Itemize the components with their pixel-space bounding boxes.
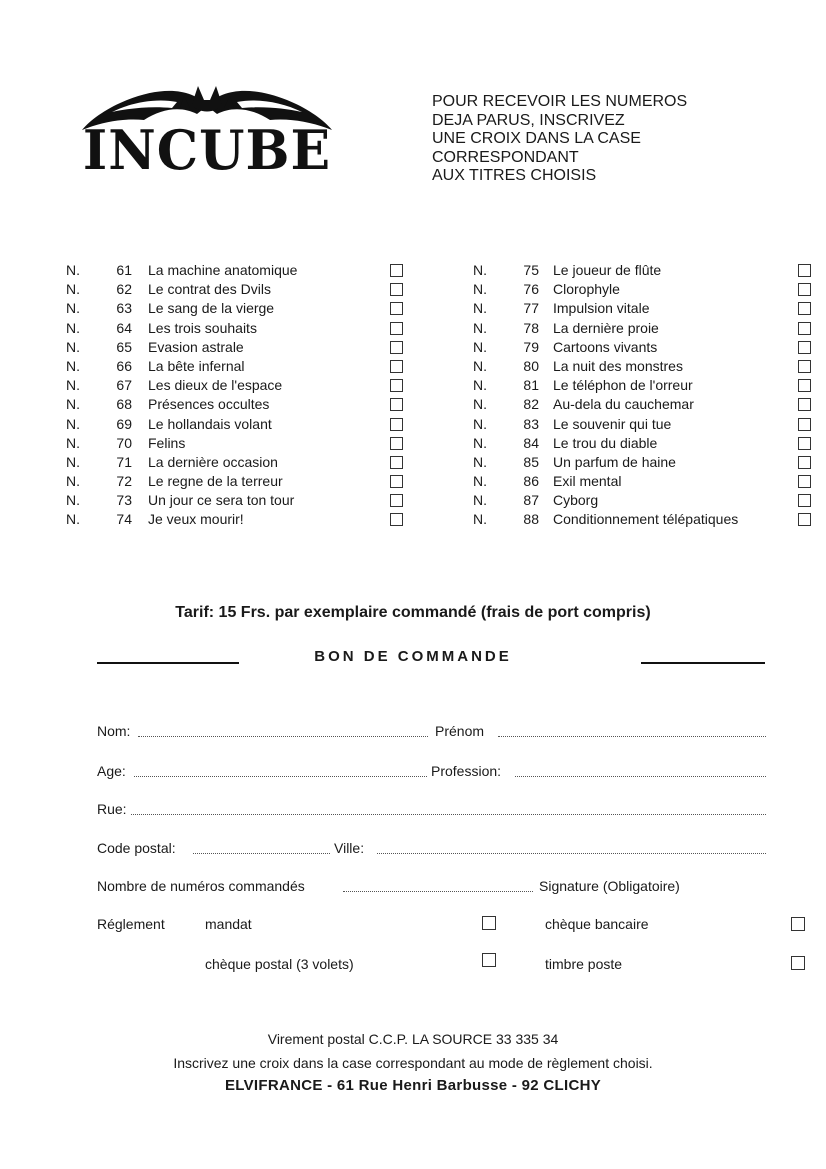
issue-row xyxy=(473,319,818,338)
issue-row xyxy=(66,491,411,510)
nombre-field[interactable] xyxy=(343,891,533,892)
issue-title: Cartoons vivants xyxy=(553,338,658,355)
issue-row xyxy=(66,280,411,299)
issue-title: Le trou du diable xyxy=(553,434,658,451)
issue-prefix: N. xyxy=(473,511,487,528)
issue-checkbox[interactable] xyxy=(390,398,403,411)
issue-title: Impulsion vitale xyxy=(553,300,650,317)
issue-number: 71 xyxy=(116,453,132,470)
issue-title: Présences occultes xyxy=(148,396,270,413)
issue-checkbox[interactable] xyxy=(798,322,811,335)
issue-number: 76 xyxy=(523,281,539,298)
issue-checkbox[interactable] xyxy=(390,437,403,450)
issue-row xyxy=(473,472,818,491)
heading-rule-right xyxy=(641,662,765,664)
issue-prefix: N. xyxy=(66,281,80,298)
issue-checkbox[interactable] xyxy=(390,418,403,431)
issue-checkbox[interactable] xyxy=(798,264,811,277)
issue-checkbox[interactable] xyxy=(798,456,811,469)
rue-label: Rue: xyxy=(97,801,127,817)
mandat-label: mandat xyxy=(205,916,252,932)
issue-number: 77 xyxy=(523,300,539,317)
issue-checkbox[interactable] xyxy=(798,379,811,392)
issue-prefix: N. xyxy=(66,338,80,355)
issue-row xyxy=(473,280,818,299)
issue-checkbox[interactable] xyxy=(798,475,811,488)
issue-row xyxy=(473,491,818,510)
rue-field[interactable] xyxy=(131,814,766,815)
issue-title: Le téléphon de l'orreur xyxy=(553,377,693,394)
issue-row xyxy=(473,510,818,529)
issue-row xyxy=(66,395,411,414)
timbre-label: timbre poste xyxy=(545,956,623,972)
issue-number: 72 xyxy=(116,473,132,490)
issue-row xyxy=(473,453,818,472)
intro-line: DEJA PARUS, INSCRIVEZ xyxy=(432,111,625,129)
issue-checkbox[interactable] xyxy=(390,513,403,526)
issue-title: Les trois souhaits xyxy=(148,319,257,336)
issue-prefix: N. xyxy=(66,262,80,278)
issue-title: Le joueur de flûte xyxy=(553,262,662,278)
timbre-checkbox[interactable] xyxy=(791,956,805,970)
cheque-postal-label: chèque postal (3 volets) xyxy=(205,956,354,972)
issue-row xyxy=(66,357,411,376)
issue-number: 84 xyxy=(523,434,539,451)
issue-checkbox[interactable] xyxy=(798,360,811,373)
ville-label: Ville: xyxy=(334,840,365,856)
order-form-heading: BON DE COMMANDE xyxy=(314,648,512,665)
issue-number: 68 xyxy=(116,396,132,413)
issue-prefix: N. xyxy=(473,453,487,470)
issue-title: Le sang de la vierge xyxy=(148,300,275,317)
issue-row xyxy=(473,299,818,318)
issue-prefix: N. xyxy=(473,281,487,298)
issue-number: 85 xyxy=(523,453,539,470)
issue-title: Felins xyxy=(148,434,186,451)
issue-title: Cyborg xyxy=(553,492,599,509)
issue-title: Exil mental xyxy=(553,473,622,490)
issue-checkbox[interactable] xyxy=(390,379,403,392)
issue-number: 74 xyxy=(116,511,132,528)
issue-checkbox[interactable] xyxy=(390,494,403,507)
issue-checkbox[interactable] xyxy=(390,322,403,335)
issue-title: La dernière occasion xyxy=(148,453,278,470)
issue-title: Le souvenir qui tue xyxy=(553,415,672,432)
issue-number: 63 xyxy=(116,300,132,317)
issue-prefix: N. xyxy=(66,300,80,317)
issue-prefix: N. xyxy=(473,377,487,394)
intro-line: AUX TITRES CHOISIS xyxy=(432,167,597,184)
issue-row xyxy=(66,415,411,434)
issue-prefix: N. xyxy=(66,319,80,336)
issue-row xyxy=(66,453,411,472)
prenom-label: Prénom xyxy=(435,723,485,739)
signature-label: Signature (Obligatoire) xyxy=(539,878,680,894)
issue-row xyxy=(473,261,818,280)
issue-row xyxy=(473,376,818,395)
issue-prefix: N. xyxy=(66,473,80,490)
mandat-checkbox[interactable] xyxy=(482,916,496,930)
issue-number: 64 xyxy=(116,319,132,336)
issue-row xyxy=(66,472,411,491)
issue-title: La nuit des monstres xyxy=(553,357,683,374)
code-postal-field[interactable] xyxy=(193,853,330,854)
issue-row xyxy=(66,376,411,395)
issue-number: 73 xyxy=(116,492,132,509)
issue-prefix: N. xyxy=(66,396,80,413)
issue-number: 83 xyxy=(523,415,539,432)
issue-title: Clorophyle xyxy=(553,281,620,298)
intro-line: CORRESPONDANT xyxy=(432,148,579,166)
issue-row xyxy=(66,261,411,280)
issue-title: Evasion astrale xyxy=(148,338,244,355)
publisher-address: ELVIFRANCE - 61 Rue Henri Barbusse - 92 CLICHY xyxy=(224,1077,602,1094)
issue-prefix: N. xyxy=(473,434,487,451)
logo-wordmark: INCUBE xyxy=(82,118,332,183)
issue-checkbox[interactable] xyxy=(390,264,403,277)
issue-prefix: N. xyxy=(66,511,80,528)
issue-number: 86 xyxy=(523,473,539,490)
issue-row xyxy=(66,299,411,318)
issue-title: Un parfum de haine xyxy=(553,453,676,470)
issue-prefix: N. xyxy=(66,492,80,509)
instruction-text: Inscrivez une croix dans la case correspondant au mode de règlement choisi. xyxy=(173,1055,653,1071)
issue-prefix: N. xyxy=(66,357,80,374)
issue-title: Le regne de la terreur xyxy=(148,473,283,490)
nom-field[interactable] xyxy=(138,736,428,737)
age-label: Age: xyxy=(97,763,126,779)
issue-checkbox[interactable] xyxy=(390,456,403,469)
issue-prefix: N. xyxy=(473,396,487,413)
issue-checkbox[interactable] xyxy=(798,283,811,296)
issue-number: 61 xyxy=(116,262,132,278)
issue-prefix: N. xyxy=(66,377,80,394)
issue-number: 75 xyxy=(523,262,539,278)
nom-label: Nom: xyxy=(97,723,131,739)
profession-field[interactable] xyxy=(515,776,766,777)
issue-checkbox[interactable] xyxy=(798,302,811,315)
issue-row xyxy=(473,338,818,357)
code-postal-label: Code postal: xyxy=(97,840,176,856)
issue-number: 67 xyxy=(116,377,132,394)
issue-row xyxy=(473,395,818,414)
issue-prefix: N. xyxy=(473,473,487,490)
issue-row xyxy=(473,357,818,376)
issue-number: 88 xyxy=(523,511,539,528)
issue-number: 81 xyxy=(523,377,539,394)
issue-number: 65 xyxy=(116,338,132,355)
cheque-bancaire-label: chèque bancaire xyxy=(545,916,649,932)
ville-field[interactable] xyxy=(377,853,766,854)
tarif-text: Tarif: 15 Frs. par exemplaire commandé (frais de port compris) xyxy=(175,604,651,621)
nombre-label: Nombre de numéros commandés xyxy=(97,878,305,894)
issue-list-right xyxy=(473,261,818,530)
issue-title: Le hollandais volant xyxy=(148,415,272,432)
issue-row xyxy=(66,338,411,357)
issue-prefix: N. xyxy=(473,357,487,374)
issue-checkbox[interactable] xyxy=(390,360,403,373)
issue-checkbox[interactable] xyxy=(798,513,811,526)
issue-number: 66 xyxy=(116,357,132,374)
issue-title: Conditionnement télépatiques xyxy=(553,511,739,528)
issue-prefix: N. xyxy=(473,262,487,278)
issue-number: 62 xyxy=(116,281,132,298)
issue-checkbox[interactable] xyxy=(390,302,403,315)
intro-line: UNE CROIX DANS LA CASE xyxy=(432,130,641,147)
issue-prefix: N. xyxy=(473,415,487,432)
issue-title: Au-dela du cauchemar xyxy=(553,396,694,413)
issue-number: 69 xyxy=(116,415,132,432)
issue-prefix: N. xyxy=(473,338,487,355)
issue-title: La dernière proie xyxy=(553,319,659,336)
issue-row xyxy=(473,434,818,453)
intro-line: POUR RECEVOIR LES NUMEROS xyxy=(432,93,688,110)
age-field[interactable] xyxy=(134,776,427,777)
issue-title: Les dieux de l'espace xyxy=(148,377,283,394)
issue-row xyxy=(66,510,411,529)
issue-prefix: N. xyxy=(473,492,487,509)
issue-checkbox[interactable] xyxy=(798,437,811,450)
issue-title: Le contrat des Dvils xyxy=(148,281,271,298)
issue-checkbox[interactable] xyxy=(798,398,811,411)
cheque-bancaire-checkbox[interactable] xyxy=(791,917,805,931)
issue-checkbox[interactable] xyxy=(798,341,811,354)
issue-checkbox[interactable] xyxy=(390,341,403,354)
intro-instructions xyxy=(432,93,772,186)
virement-text: Virement postal C.C.P. LA SOURCE 33 335 34 xyxy=(267,1031,559,1047)
issue-checkbox[interactable] xyxy=(798,494,811,507)
incube-logo xyxy=(72,78,342,198)
cheque-postal-checkbox[interactable] xyxy=(482,953,496,967)
issue-prefix: N. xyxy=(473,300,487,317)
issue-prefix: N. xyxy=(473,319,487,336)
issue-number: 87 xyxy=(523,492,539,509)
profession-label: Profession: xyxy=(431,763,502,779)
issue-checkbox[interactable] xyxy=(390,283,403,296)
issue-number: 78 xyxy=(523,319,539,336)
issue-number: 79 xyxy=(523,338,539,355)
issue-title: Je veux mourir! xyxy=(148,511,244,528)
issue-list-left xyxy=(66,261,411,530)
issue-row xyxy=(66,319,411,338)
issue-row xyxy=(66,434,411,453)
issue-checkbox[interactable] xyxy=(798,418,811,431)
issue-prefix: N. xyxy=(66,453,80,470)
issue-title: La bête infernal xyxy=(148,357,245,374)
issue-checkbox[interactable] xyxy=(390,475,403,488)
issue-prefix: N. xyxy=(66,415,80,432)
issue-prefix: N. xyxy=(66,434,80,451)
issue-title: La machine anatomique xyxy=(148,262,298,278)
prenom-field[interactable] xyxy=(498,736,766,737)
issue-number: 70 xyxy=(116,434,132,451)
issue-number: 80 xyxy=(523,357,539,374)
reglement-label: Réglement xyxy=(97,916,165,932)
issue-title: Un jour ce sera ton tour xyxy=(148,492,295,509)
issue-row xyxy=(473,415,818,434)
issue-number: 82 xyxy=(523,396,539,413)
